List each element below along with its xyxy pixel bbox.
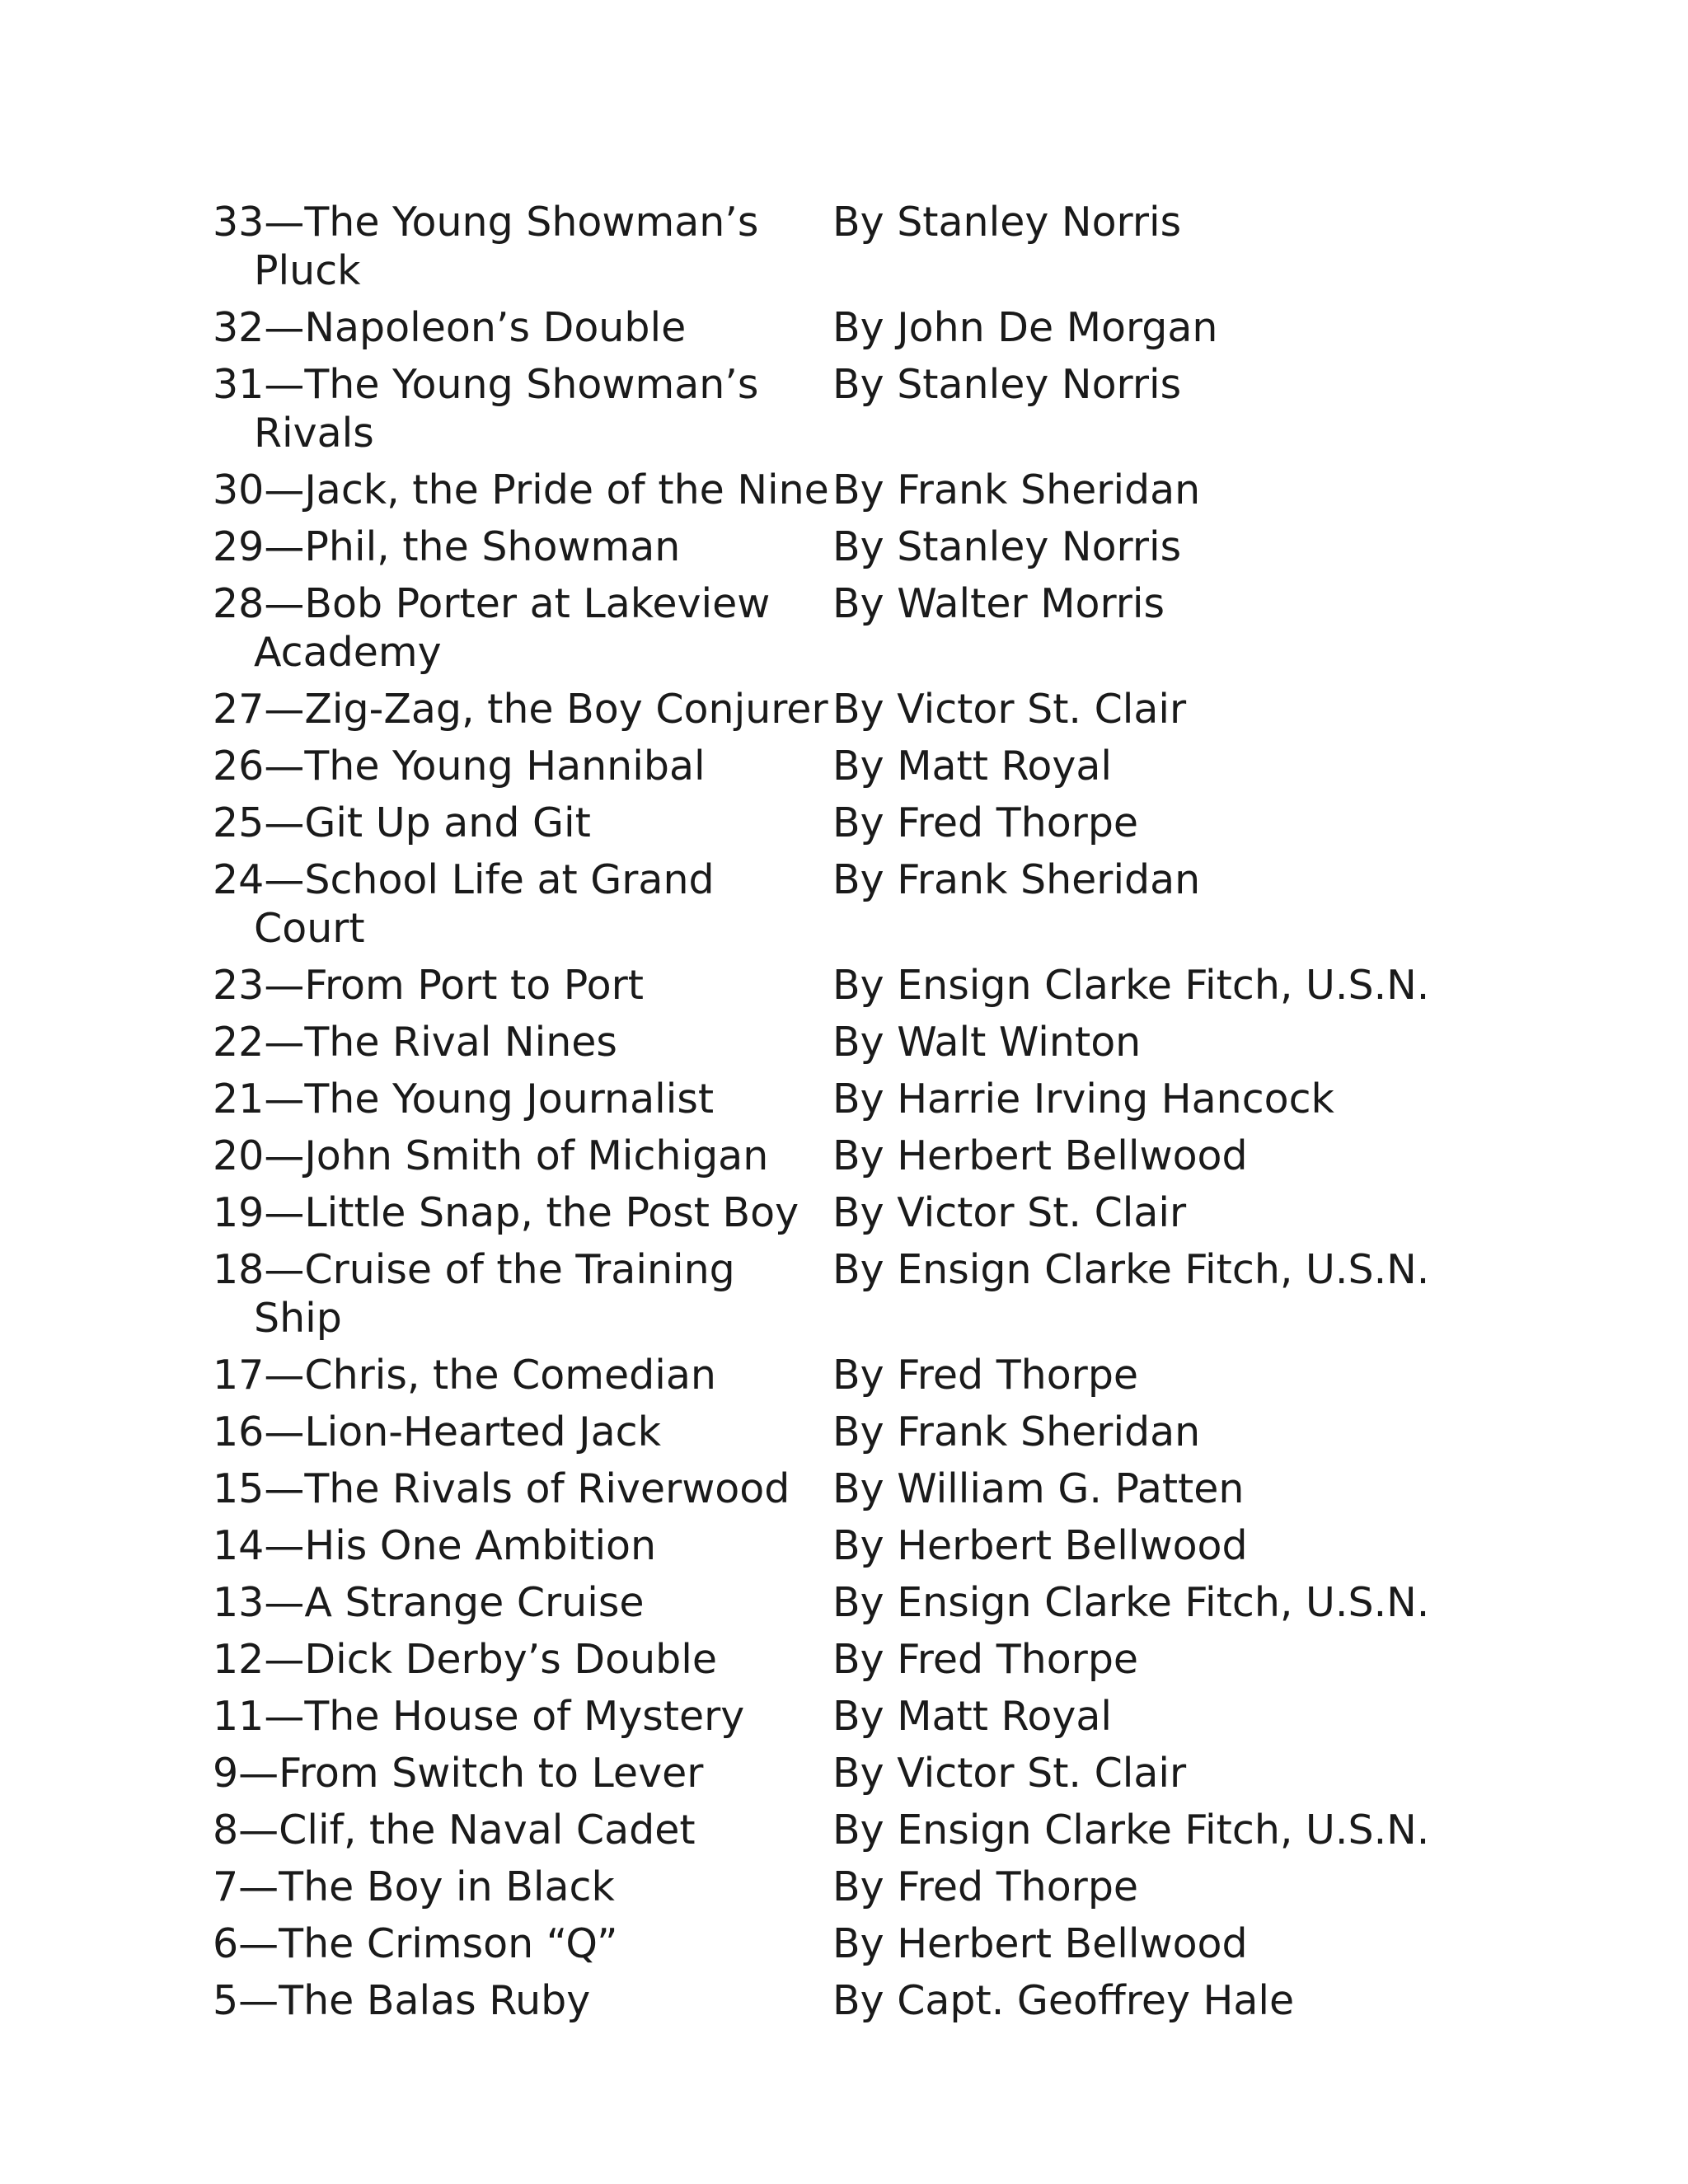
book-author: By Ensign Clarke Fitch, U.S.N. [832,1246,1430,1293]
book-author: By Victor St. Clair [832,1750,1187,1797]
book-title: 17—Chris, the Comedian [213,1352,716,1399]
book-author: By Victor St. Clair [832,1189,1187,1236]
book-row [213,1075,1449,1123]
book-title: 32—Napoleon’s Double [213,304,687,351]
book-author: By Ensign Clarke Fitch, U.S.N. [832,1807,1430,1854]
book-author: By Frank Sheridan [832,466,1201,513]
book-author: By Frank Sheridan [832,1408,1201,1455]
book-title: 23—From Port to Port [213,962,644,1009]
book-title: 7—The Boy in Black [213,1863,615,1910]
book-row [213,685,1449,733]
book-author: By Herbert Bellwood [832,1522,1248,1569]
book-row [213,1806,1449,1854]
book-title: 19—Little Snap, the Post Boy [213,1189,799,1236]
book-row [213,360,1449,457]
book-row [213,1919,1449,1968]
book-title: 9—From Switch to Lever [213,1750,704,1797]
book-author: By William G. Patten [832,1465,1245,1512]
book-author: By Fred Thorpe [832,1863,1139,1910]
book-title: 14—His One Ambition [213,1522,657,1569]
book-author: By Fred Thorpe [832,1636,1139,1683]
book-title: 25—Git Up and Git [213,799,591,846]
book-row [213,1578,1449,1627]
book-author: By Ensign Clarke Fitch, U.S.N. [832,962,1430,1009]
book-title: 6—The Crimson “Q” [213,1920,618,1967]
book-row [213,855,1449,953]
book-title: 29—Phil, the Showman [213,523,681,570]
book-author: By Herbert Bellwood [832,1920,1248,1967]
book-author: By John De Morgan [832,304,1218,351]
book-author: By Matt Royal [832,1693,1112,1740]
book-author: By Stanley Norris [832,523,1182,570]
book-row [213,1465,1449,1513]
book-row [213,579,1449,677]
book-row [213,1018,1449,1066]
book-author: By Harrie Irving Hancock [832,1076,1334,1122]
book-row [213,1245,1449,1343]
book-author: By Walt Winton [832,1019,1142,1066]
book-row [213,303,1449,352]
book-title: 22—The Rival Nines [213,1019,617,1066]
book-title: 28—Bob Porter at Lakeview Academy [213,580,771,676]
book-author: By Walter Morris [832,580,1165,627]
book-row [213,1635,1449,1684]
book-author: By Capt. Geoffrey Hale [832,1977,1295,2024]
book-row [213,198,1449,295]
book-title: 31—The Young Showman’s Rivals [213,361,759,457]
book-author: By Stanley Norris [832,361,1182,408]
book-row [213,1863,1449,1911]
book-row [213,1749,1449,1797]
book-row [213,799,1449,847]
book-author: By Victor St. Clair [832,686,1187,733]
book-title: 26—The Young Hannibal [213,743,706,790]
book-title: 5—The Balas Ruby [213,1977,591,2024]
book-author: By Frank Sheridan [832,856,1201,903]
book-title: 33—The Young Showman’s Pluck [213,199,759,294]
book-row [213,466,1449,514]
book-title: 16—Lion-Hearted Jack [213,1408,661,1455]
book-author: By Matt Royal [832,743,1112,790]
book-row [213,523,1449,571]
book-row [213,1408,1449,1456]
book-title: 27—Zig-Zag, the Boy Conjurer [213,686,828,733]
book-title: 30—Jack, the Pride of the Nine [213,466,829,513]
book-author: By Herbert Bellwood [832,1132,1248,1179]
book-title: 11—The House of Mystery [213,1693,745,1740]
book-author: By Stanley Norris [832,199,1182,246]
book-row [213,961,1449,1010]
book-row [213,1132,1449,1180]
book-title: 21—The Young Journalist [213,1076,715,1122]
book-title: 20—John Smith of Michigan [213,1132,769,1179]
book-author: By Ensign Clarke Fitch, U.S.N. [832,1579,1430,1626]
book-row [213,1521,1449,1570]
book-row [213,1692,1449,1741]
book-title: 13—A Strange Cruise [213,1579,645,1626]
book-title: 15—The Rivals of Riverwood [213,1465,790,1512]
book-title: 8—Clif, the Naval Cadet [213,1807,696,1854]
book-title: 12—Dick Derby’s Double [213,1636,718,1683]
book-author: By Fred Thorpe [832,1352,1139,1399]
book-row [213,1976,1449,2025]
book-row [213,742,1449,790]
book-row [213,1351,1449,1399]
book-row [213,1188,1449,1237]
book-author: By Fred Thorpe [832,799,1139,846]
book-list [213,198,1449,2033]
book-title: 24—School Life at Grand Court [213,856,715,952]
book-title: 18—Cruise of the Training Ship [213,1246,735,1342]
